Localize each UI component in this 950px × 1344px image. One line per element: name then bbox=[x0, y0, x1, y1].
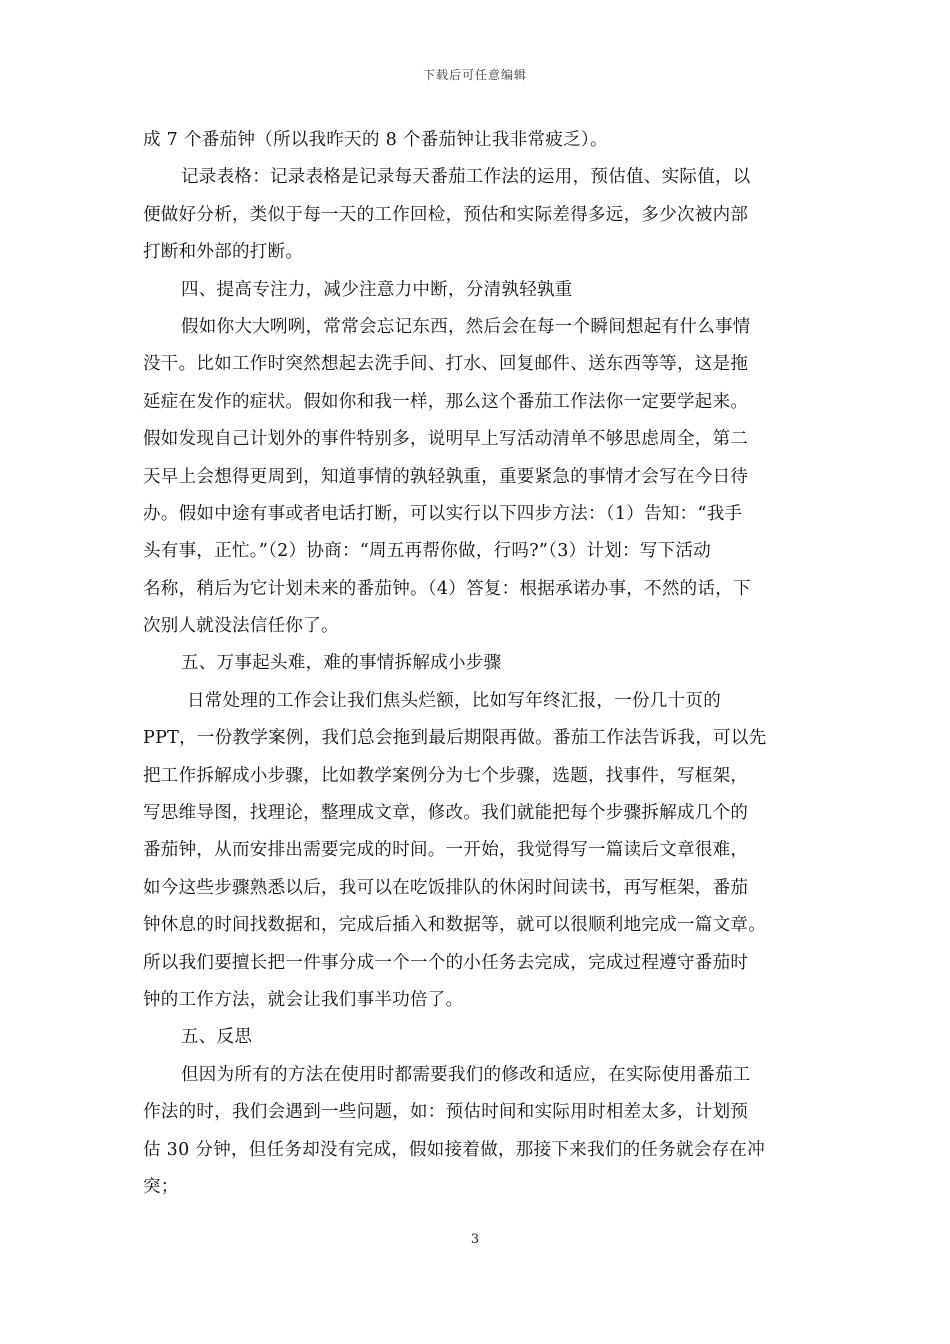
text-line: 但因为所有的方法在使用时都需要我们的修改和适应，在实际使用番茄工 bbox=[181, 1064, 751, 1085]
document-body bbox=[143, 122, 811, 1206]
text-line: 名称，稍后为它计划未来的番茄钟。（4）答复：根据承诺办事，不然的话，下 bbox=[143, 578, 751, 599]
text-line: 办。假如中途有事或者电话打断，可以实行以下四步方法：（1）告知：“我手 bbox=[143, 503, 743, 524]
text-line: 假如发现自己计划外的事件特别多，说明早上写活动清单不够思虑周全，第二 bbox=[143, 429, 749, 450]
text-line: 作法的时，我们会遇到一些问题，如：预估时间和实际用时相差太多，计划预 bbox=[143, 1102, 749, 1123]
section-heading: 四、提高专注力，减少注意力中断，分清孰轻孰重 bbox=[181, 279, 573, 300]
section-heading: 五、反思 bbox=[181, 1027, 253, 1048]
text-line: 写思维导图，找理论，整理成文章，修改。我们就能把每个步骤拆解成几个的 bbox=[143, 803, 749, 824]
section-heading: 五、万事起头难，难的事情拆解成小步骤 bbox=[181, 653, 502, 674]
text-line: 估 30 分钟，但任务却没有完成，假如接着做，那接下来我们的任务就会存在冲 bbox=[143, 1139, 765, 1160]
text-line: 记录表格：记录表格是记录每天番茄工作法的运用，预估值、实际值，以 bbox=[181, 167, 751, 188]
text-line: 所以我们要擅长把一件事分成一个一个的小任务去完成，完成过程遵守番茄时 bbox=[143, 952, 749, 973]
text-line: 假如你大大咧咧，常常会忘记东西，然后会在每一个瞬间想起有什么事情 bbox=[181, 316, 751, 337]
text-line: 把工作拆解成小步骤，比如教学案例分为七个步骤，选题，找事件，写框架， bbox=[143, 765, 749, 786]
text-line: PPT，一份教学案例，我们总会拖到最后期限再做。番茄工作法告诉我，可以先 bbox=[143, 728, 767, 749]
text-line: 钟的工作方法，就会让我们事半功倍了。 bbox=[143, 989, 464, 1010]
text-line: 突； bbox=[143, 1176, 179, 1197]
text-line: 日常处理的工作会让我们焦头烂额，比如写年终汇报，一份几十页的 bbox=[187, 690, 721, 711]
text-line: 如今这些步骤熟悉以后，我可以在吃饭排队的休闲时间读书，再写框架，番茄 bbox=[143, 877, 749, 898]
text-line: 天早上会想得更周到，知道事情的孰轻孰重，重要紧急的事情才会写在今日待 bbox=[143, 466, 749, 487]
text-line: 便做好分析，类似于每一天的工作回检，预估和实际差得多远，多少次被内部 bbox=[143, 204, 749, 225]
text-line: 钟休息的时间找数据和，完成后插入和数据等，就可以很顺利地完成一篇文章。 bbox=[143, 915, 766, 936]
text-line: 成 7 个番茄钟（所以我昨天的 8 个番茄钟让我非常疲乏）。 bbox=[143, 130, 608, 150]
page-number: 3 bbox=[470, 1232, 480, 1247]
text-line: 没干。比如工作时突然想起去洗手间、打水、回复邮件、送东西等等，这是拖 bbox=[143, 354, 749, 375]
text-line: 番茄钟，从而安排出需要完成的时间。一开始，我觉得写一篇读后文章很难， bbox=[143, 840, 749, 861]
text-line: 打断和外部的打断。 bbox=[143, 242, 304, 263]
text-line: 头有事，正忙。”（2）协商：“周五再帮你做，行吗?”（3）计划：写下活动 bbox=[143, 541, 712, 562]
text-line: 次别人就没法信任你了。 bbox=[143, 616, 339, 637]
text-line: 延症在发作的症状。假如你和我一样，那么这个番茄工作法你一定要学起来。 bbox=[143, 391, 749, 412]
page-header: 下载后可任意编辑 bbox=[422, 68, 527, 82]
